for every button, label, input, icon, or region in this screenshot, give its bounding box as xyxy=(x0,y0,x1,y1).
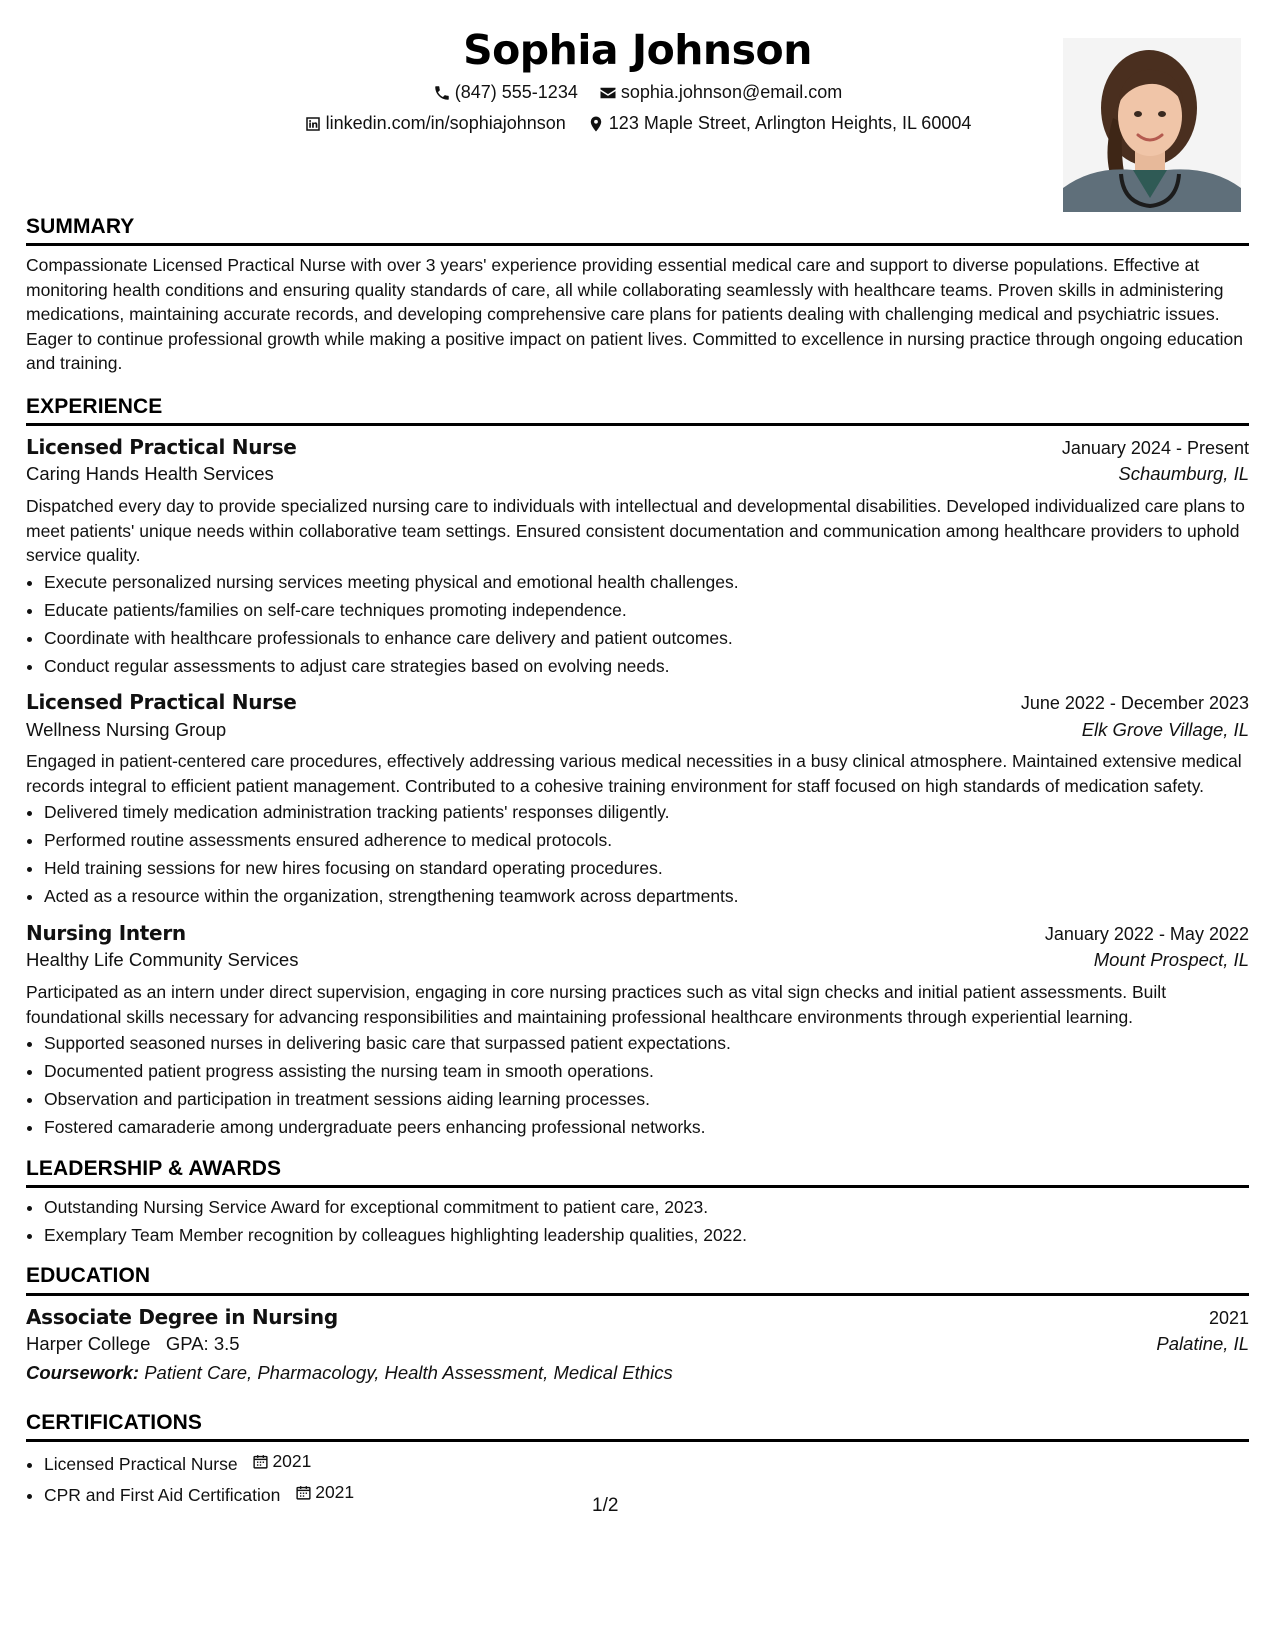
list-item: • Fostered camaraderie among undergraduate peers enhancing professional networks. xyxy=(44,1115,1249,1140)
job-description: Participated as an intern under direct supervision, engaging in core nursing practices such as vital sign checks and initial patient assessments. Built foundational skills necessary for advancing responsibilities and maintaining professional healthcare environments through experiential learning. xyxy=(26,982,1167,1027)
coursework-label: Coursework: xyxy=(26,1361,140,1383)
job-entry xyxy=(26,688,1249,909)
linkedin-text: linkedin.com/in/sophiajohnson xyxy=(325,113,566,133)
list-item xyxy=(44,1480,1249,1507)
address-contact xyxy=(587,111,972,136)
candidate-name: Sophia Johnson xyxy=(463,26,812,74)
cert-name: Licensed Practical Nurse xyxy=(44,1453,238,1474)
leadership-section xyxy=(26,1154,1249,1248)
list-item: • Delivered timely medication administration tracking patients' responses diligently. xyxy=(44,800,1249,825)
job-title: Licensed Practical Nurse xyxy=(26,690,297,715)
summary-text: Compassionate Licensed Practical Nurse with over 3 years' experience providing essential medical care and support to diverse populations. Effective at monitoring health conditions and ensuring quality standards of care, all while collaborating seamlessly with healthcare teams. Proven skills in administering medications, maintaining accurate records, and developing comprehensive care plans for patients dealing with challenging medical and psychiatric issues. Eager to continue professional growth while making a positive impact on patient lives. Committed to excellence in nursing practice through ongoing education and training. xyxy=(26,255,1243,374)
envelope-icon xyxy=(599,84,617,102)
list-item: • Acted as a resource within the organization, strengthening teamwork across departments. xyxy=(44,884,1249,909)
list-item: • Supported seasoned nurses in delivering basic care that surpassed patient expectations. xyxy=(44,1031,1249,1056)
experience-heading: EXPERIENCE xyxy=(26,392,1249,426)
calendar-icon xyxy=(252,1453,269,1470)
job-dates: January 2022 - May 2022 xyxy=(1044,923,1249,944)
list-item: • Performed routine assessments ensured adherence to medical protocols. xyxy=(44,828,1249,853)
linkedin-icon xyxy=(304,115,322,133)
job-bullets xyxy=(26,1031,1249,1140)
job-location: Elk Grove Village, IL xyxy=(1081,718,1249,740)
job-dates: January 2024 - Present xyxy=(1061,438,1249,459)
phone-text: (847) 555-1234 xyxy=(454,82,578,102)
page-number: 1/2 xyxy=(592,1495,619,1516)
resume-header xyxy=(26,0,1249,212)
phone-icon xyxy=(433,84,451,102)
job-company: Wellness Nursing Group xyxy=(26,718,227,740)
summary-section xyxy=(26,212,1249,376)
job-bullets xyxy=(26,570,1249,679)
job-description: Engaged in patient-centered care procedures, effectively addressing various medical necessities in a busy clinical atmosphere. Maintained extensive medical records integral to efficient patient management. Contributed to a cohesive training environment for staff focused on high standards of medication safety. xyxy=(26,751,1242,796)
list-item: • Coordinate with healthcare professionals to enhance care delivery and patient outcomes. xyxy=(44,626,1249,651)
list-item xyxy=(44,1449,1249,1476)
leadership-heading: LEADERSHIP & AWARDS xyxy=(26,1154,1249,1188)
job-description: Dispatched every day to provide specialized nursing care to individuals with intellectual and developmental disabilities. Developed individualized care plans to meet patients' unique needs within collaborative team settings. Ensured consistent documentation and communication among healthcare providers to uphold service quality. xyxy=(26,496,1245,566)
coursework xyxy=(26,1360,1249,1386)
list-item: • Documented patient progress assisting the nursing team in smooth operations. xyxy=(44,1059,1249,1084)
resume-page xyxy=(26,0,1249,1511)
job-company: Healthy Life Community Services xyxy=(26,949,299,971)
graduation-year: 2021 xyxy=(1208,1307,1249,1328)
leadership-list xyxy=(26,1195,1249,1248)
school-name: Harper College xyxy=(26,1332,151,1354)
gpa: GPA: 3.5 xyxy=(165,1332,240,1354)
education-heading: EDUCATION xyxy=(26,1261,1249,1295)
address-text: 123 Maple Street, Arlington Heights, IL 60004 xyxy=(608,113,972,133)
list-item: • Educate patients/families on self-care techniques promoting independence. xyxy=(44,598,1249,623)
school-line xyxy=(26,1331,240,1357)
list-item: • Outstanding Nursing Service Award for exceptional commitment to patient care, 2023. xyxy=(44,1195,1249,1220)
summary-heading: SUMMARY xyxy=(26,212,1249,246)
coursework-list: Patient Care, Pharmacology, Health Assessment, Medical Ethics xyxy=(144,1361,673,1383)
list-item: • Conduct regular assessments to adjust care strategies based on evolving needs. xyxy=(44,654,1249,679)
list-item: • Held training sessions for new hires focusing on standard operating procedures. xyxy=(44,856,1249,881)
job-dates: June 2022 - December 2023 xyxy=(1020,693,1249,714)
list-item: • Observation and participation in treatment sessions aiding learning processes. xyxy=(44,1087,1249,1112)
cert-date xyxy=(295,1480,354,1505)
cert-name: CPR and First Aid Certification xyxy=(44,1484,281,1505)
job-company: Caring Hands Health Services xyxy=(26,463,274,485)
phone-contact[interactable] xyxy=(433,80,578,105)
job-bullets xyxy=(26,800,1249,909)
job-title: Nursing Intern xyxy=(26,920,186,945)
list-item: • Execute personalized nursing services meeting physical and emotional health challenges. xyxy=(44,570,1249,595)
email-text: sophia.johnson@email.com xyxy=(620,82,843,102)
profile-photo xyxy=(1063,38,1241,212)
job-location: Schaumburg, IL xyxy=(1118,463,1249,485)
job-entry xyxy=(26,433,1249,678)
cert-year: 2021 xyxy=(315,1481,355,1502)
list-item: • Exemplary Team Member recognition by colleagues highlighting leadership qualities, 2022. xyxy=(44,1223,1249,1248)
cert-date xyxy=(252,1449,311,1474)
degree-title: Associate Degree in Nursing xyxy=(26,1304,338,1329)
certifications-list xyxy=(26,1449,1249,1507)
education-section xyxy=(26,1261,1249,1385)
certifications-heading: CERTIFICATIONS xyxy=(26,1408,1249,1442)
certifications-section xyxy=(26,1408,1249,1507)
cert-year: 2021 xyxy=(272,1451,312,1472)
email-contact[interactable] xyxy=(599,80,842,105)
map-pin-icon xyxy=(587,115,605,133)
job-location: Mount Prospect, IL xyxy=(1093,949,1249,971)
job-entry xyxy=(26,919,1249,1140)
linkedin-contact[interactable] xyxy=(304,111,566,136)
school-location: Palatine, IL xyxy=(1156,1332,1249,1354)
calendar-icon xyxy=(295,1484,312,1501)
job-title: Licensed Practical Nurse xyxy=(26,435,297,460)
experience-section xyxy=(26,392,1249,1140)
